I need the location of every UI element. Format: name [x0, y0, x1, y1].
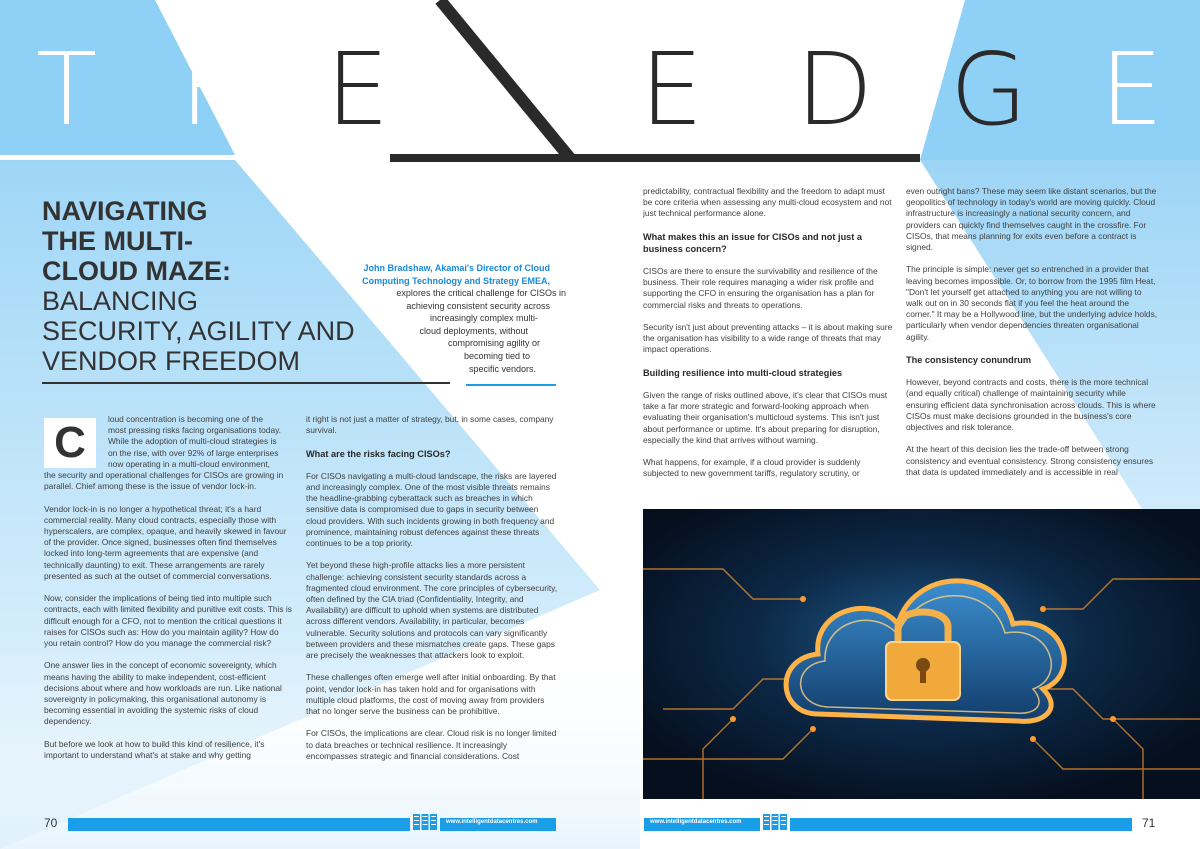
- headline-subtitle-line: SECURITY, AGILITY AND: [42, 316, 355, 346]
- standfirst-line: achieving consistent security across: [406, 300, 550, 311]
- server-rack-icon: [762, 812, 788, 832]
- paragraph: the security and operational challenges for CISOs are growing in parallel. Chief among these is the issue of vendor lock-in.: [44, 470, 284, 492]
- page-number-right: 71: [1142, 816, 1156, 830]
- section-heading: The consistency conundrum: [906, 355, 1032, 366]
- intro-line: now operating in a multi-cloud environment,: [108, 458, 271, 469]
- masthead-letter-t: T: [36, 31, 98, 148]
- footer-bar-right: [790, 818, 1132, 831]
- paragraph: Given the range of risks outlined above, it's clear that CISOs must take a far more strategic and forward-looking approach when evaluating their organisation's multicloud systems. This isn't just about performance or uptime. It's about preparing for disruption, especially the kind that arrives without warning.: [643, 389, 888, 445]
- byline-standfirst: [360, 287, 566, 375]
- section-heading: What makes this an issue for CISOs and not just a business concern?: [643, 231, 863, 254]
- intro-line: most pressing risks facing organisations today.: [108, 425, 282, 436]
- server-rack-icon: [412, 812, 438, 832]
- article-column-4: [906, 186, 1158, 489]
- drop-cap: C: [44, 418, 96, 468]
- headline-subtitle-line: VENDOR FREEDOM: [42, 346, 301, 376]
- headline-line: CLOUD MAZE:: [42, 256, 231, 286]
- standfirst-line: compromising agility or: [447, 338, 540, 349]
- paragraph: What happens, for example, if a cloud provider is suddenly subjected to new government tariffs, regulatory scrutiny, or: [643, 457, 861, 479]
- paragraph: it right is not just a matter of strategy, but, in some cases, company survival.: [306, 414, 554, 436]
- paragraph: However, beyond contracts and costs, there is the more technical (and equally critical) challenge of maintaining security while ensuring efficient data synchronisation across clouds. This is where CISOs must make decisions grounded in the business's core objectives and risk tolerance.: [906, 377, 1156, 433]
- section-heading: What are the risks facing CISOs?: [306, 448, 451, 459]
- standfirst-line: cloud deployments, without: [419, 325, 528, 336]
- standfirst-line: increasingly complex multi-: [429, 313, 538, 324]
- paragraph: Now, consider the implications of being tied into multiple such contracts, each with limited flexibility and punitive exit costs. This is difficult enough for a CFO, not to mention the critical questions it raises for CISOs such as: How do you maintain agility? How do you retain control? How do you manage the commercial risk?: [44, 593, 292, 649]
- paragraph: predictability, contractual flexibility and the freedom to adapt must be core criteria when assessing any multi-cloud ecosystem and not just technical performance alone.: [643, 186, 892, 219]
- paragraph: Yet beyond these high-profile attacks lies a more persistent challenge: achieving consistent security standards across a fragmented cloud environment. The core principles of cybersecurity, often defined by the CIA triad (Confidentiality, Integrity, and Availability) are difficult to uphold when systems are distributed across different vendors. Availability, in particular, becomes vulnerable. Security solutions and protocols can vary significantly between providers and these mismatches create gaps. These gaps are precisely the weaknesses that attackers look to exploit.: [306, 560, 558, 661]
- article-headline: [42, 196, 382, 376]
- intro-line: While the adoption of multi-cloud strategies is: [108, 436, 277, 447]
- paragraph: even outright bans? These may seem like distant scenarios, but the geopolitics of technology in today's world are moving quickly. Cloud infrastructure is increasingly a national security concern, and providers can quickly find themselves caught in the crossfire. For CISOs, that means planning for exits even before a contract is signed.: [906, 186, 1157, 253]
- headline-line: NAVIGATING: [42, 196, 208, 226]
- paragraph: At the heart of this decision lies the trade-off between strong consistency and eventual consistency. Strong consistency ensures that data is updated immediately and is accessible in real: [906, 444, 1154, 477]
- page-number-left: 70: [44, 816, 58, 830]
- byline-author-title: Computing Technology and Strategy EMEA,: [362, 275, 550, 286]
- byline-author: John Bradshaw, Akamai's Director of Cloud: [363, 263, 550, 273]
- paragraph: These challenges often emerge well after initial onboarding. By that point, vendor lock-in has taken hold and for organisations with multiple cloud platforms, the cost of moving away from providers that no longer serve the business can be prohibitive.: [306, 672, 556, 717]
- standfirst-line: explores the critical challenge for CISOs in: [396, 288, 566, 298]
- footer-url-left[interactable]: www.intelligentdatacentres.com: [446, 819, 538, 825]
- headline-subtitle-line: BALANCING: [42, 286, 199, 316]
- paragraph: Security isn't just about preventing attacks – it is about making sure the organisation has visibility to a wide range of threats that may impact operations.: [643, 321, 893, 355]
- article-column-1: [44, 414, 292, 772]
- paragraph: CISOs are there to ensure the survivability and resilience of the business. Their role requires managing a wider risk profile and supporting the CFO in ensuring the organisation has a plan for commercial risks and threats to operations.: [643, 265, 878, 310]
- headline-line: THE MULTI-: [42, 226, 193, 256]
- paragraph: One answer lies in the concept of economic sovereignty, which means having the ability to make independent, cost-efficient decisions about where and how workloads are run. Like national sovereignty in policymaking, this organisational autonomy is becoming essential in avoiding the systemic risks of cloud dependency.: [44, 660, 282, 727]
- intro-line: loud concentration is becoming one of the: [108, 414, 264, 424]
- paragraph: The principle is simple: never get so entrenched in a provider that leaving becomes impossible. Or, to borrow from the 1995 film Heat, "Don't let yourself get attached to anything you are not willing to walk out on in 30 seconds flat if you feel the heat around the corner." It may be a Hollywood line, but the underlying advice holds, particularly when vendor dependencies threaten organisational agility.: [906, 264, 1158, 342]
- masthead-letter-h: H: [180, 31, 256, 148]
- byline-divider: [466, 384, 556, 386]
- paragraph: For CISOs navigating a multi-cloud landscape, the risks are layered and increasingly complex. One of the most visible threats remains the headline-grabbing cyberattack such as breaches in which sensitive data is compromised due to gaps in security between cloud providers. With such incidents growing in both frequency and prominence, maintaining robust defences against these threats continues to be a top priority.: [306, 470, 557, 548]
- intro-line: on the rise, with over 92% of large enterprises: [108, 447, 279, 458]
- cloud-lock-illustration: [643, 509, 1200, 799]
- headline-divider: [42, 382, 450, 384]
- standfirst-line: specific vendors.: [468, 363, 536, 374]
- masthead-letter-e1: E: [326, 31, 390, 148]
- masthead-letter-e3: E: [1100, 31, 1164, 148]
- byline: [340, 262, 550, 287]
- masthead-letter-e2: E: [640, 31, 704, 148]
- footer-url-right[interactable]: www.intelligentdatacentres.com: [650, 819, 742, 825]
- paragraph: For CISOs, the implications are clear. Cloud risk is no longer limited to data breaches or technical resilience. It increasingly encompasses strategic and financial considerations. Cost: [306, 728, 557, 761]
- paragraph: But before we look at how to build this kind of resilience, it's important to understand what's at stake and why getting: [44, 738, 265, 761]
- footer-bar-left: [68, 818, 410, 831]
- section-heading: Building resilience into multi-cloud strategies: [643, 367, 843, 378]
- masthead-letter-d: D: [796, 31, 874, 148]
- article-column-3: [643, 186, 895, 491]
- article-column-2: [306, 414, 558, 773]
- masthead-letter-g: G: [950, 31, 1028, 148]
- paragraph: Vendor lock-in is no longer a hypothetical threat; it's a hard commercial reality. Many cloud contracts, especially those with hyperscalers, are complex, opaque, and heavily skewed in favour of the provider. Once signed, businesses often find themselves locked into long-term agreements that are expensive (and technically daunting) to exit. These arrangements are rarely presented as such at the outset of commercial conversations.: [44, 503, 287, 581]
- standfirst-line: becoming tied to: [463, 350, 530, 361]
